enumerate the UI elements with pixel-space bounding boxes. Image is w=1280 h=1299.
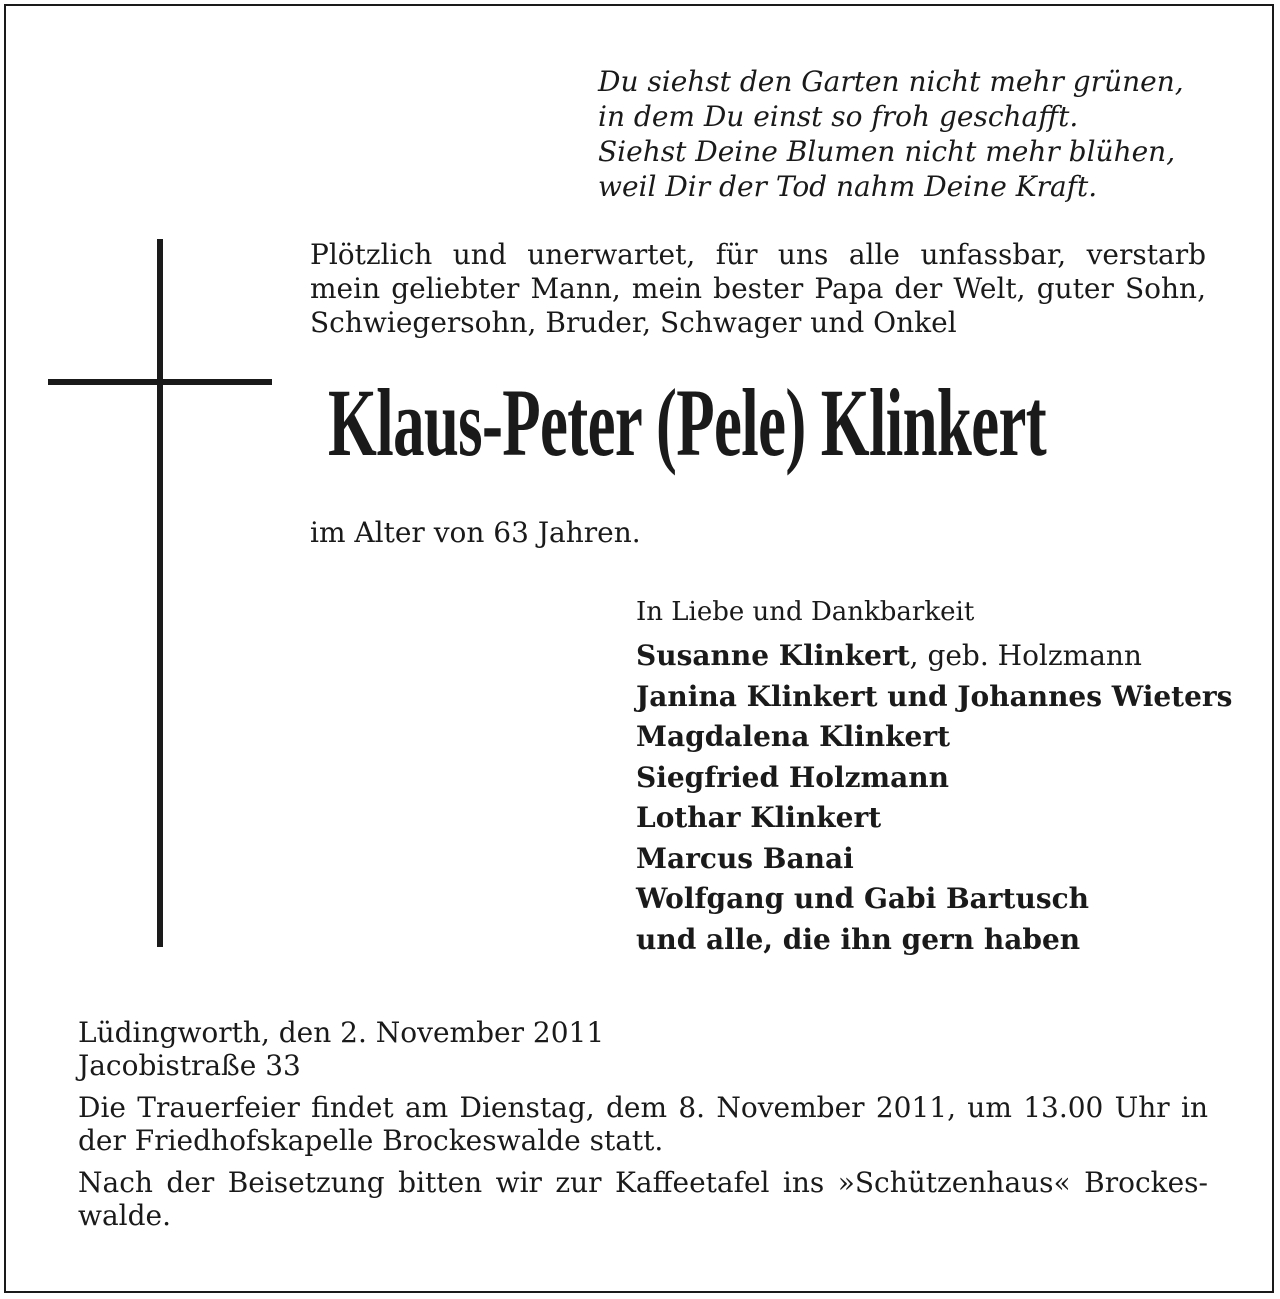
mourner-name-bold: Janina Klinkert und Johannes Wieters [636,679,1233,713]
mourner-name-bold: Marcus Banai [636,841,854,875]
address-block [78,1016,1208,1082]
mourner-name-bold: Wolfgang und Gabi Bartusch [636,882,1090,915]
poem-line: in dem Du einst so froh geschafft. [598,100,1079,133]
mourner-name-bold: Magdalena Klinkert [636,720,951,753]
funeral-line: der Friedhofskapelle Brockeswalde statt. [78,1124,664,1157]
deceased-name: Klaus-Peter (Pele) Klinkert [328,369,1047,476]
mourner-name [636,798,1236,839]
age-line: im Alter von 63 Jahren. [310,516,641,549]
reception-info [78,1166,1208,1232]
mourner-name [636,636,1236,677]
funeral-line: Die Trauerfeier findet am Dienstag, dem 8. November 2011, um 13.00 Uhr in [78,1091,1208,1124]
street-address: Jacobistraße 33 [78,1049,301,1082]
announcement-line: Plötzlich und unerwartet, für uns alle unfassbar, verstarb [310,238,1206,271]
mourners-list [636,594,1236,960]
poem-line: Siehst Deine Blumen nicht mehr blühen, [598,135,1176,168]
cross-icon-horizontal-bar [48,379,272,385]
mourner-name [636,717,1236,758]
reception-line: walde. [78,1199,172,1232]
mourner-name [636,879,1236,920]
mourner-name [636,920,1236,961]
poem-line: weil Dir der Tod nahm Deine Kraft. [598,170,1098,203]
death-announcement [310,238,1206,340]
funeral-info [78,1091,1208,1157]
obituary-notice [4,4,1274,1293]
memorial-poem [598,64,1238,204]
mourner-name-bold: Siegfried Holzmann [636,760,949,794]
mourner-name-bold: Susanne Klinkert [636,639,910,672]
cross-icon-vertical-bar [157,239,163,947]
poem-line: Du siehst den Garten nicht mehr grünen, [598,65,1184,98]
place-date: Lüdingworth, den 2. November 2011 [78,1016,605,1049]
mourner-name-suffix: , geb. Holzmann [909,639,1142,672]
mourner-name [636,677,1236,718]
mourner-name-bold: Lothar Klinkert [636,801,882,834]
mourner-name [636,839,1236,880]
mourner-name-bold: und alle, die ihn gern haben [636,922,1081,956]
footer-info [78,1016,1208,1241]
announcement-line: Schwiegersohn, Bruder, Schwager und Onkel [310,306,957,339]
mourners-salutation: In Liebe und Dankbarkeit [636,597,975,627]
mourner-name [636,758,1236,799]
announcement-line: mein geliebter Mann, mein bester Papa der Welt, guter Sohn, [310,272,1206,305]
reception-line: Nach der Beisetzung bitten wir zur Kaffeetafel ins »Schützenhaus« Brockes- [78,1166,1208,1199]
